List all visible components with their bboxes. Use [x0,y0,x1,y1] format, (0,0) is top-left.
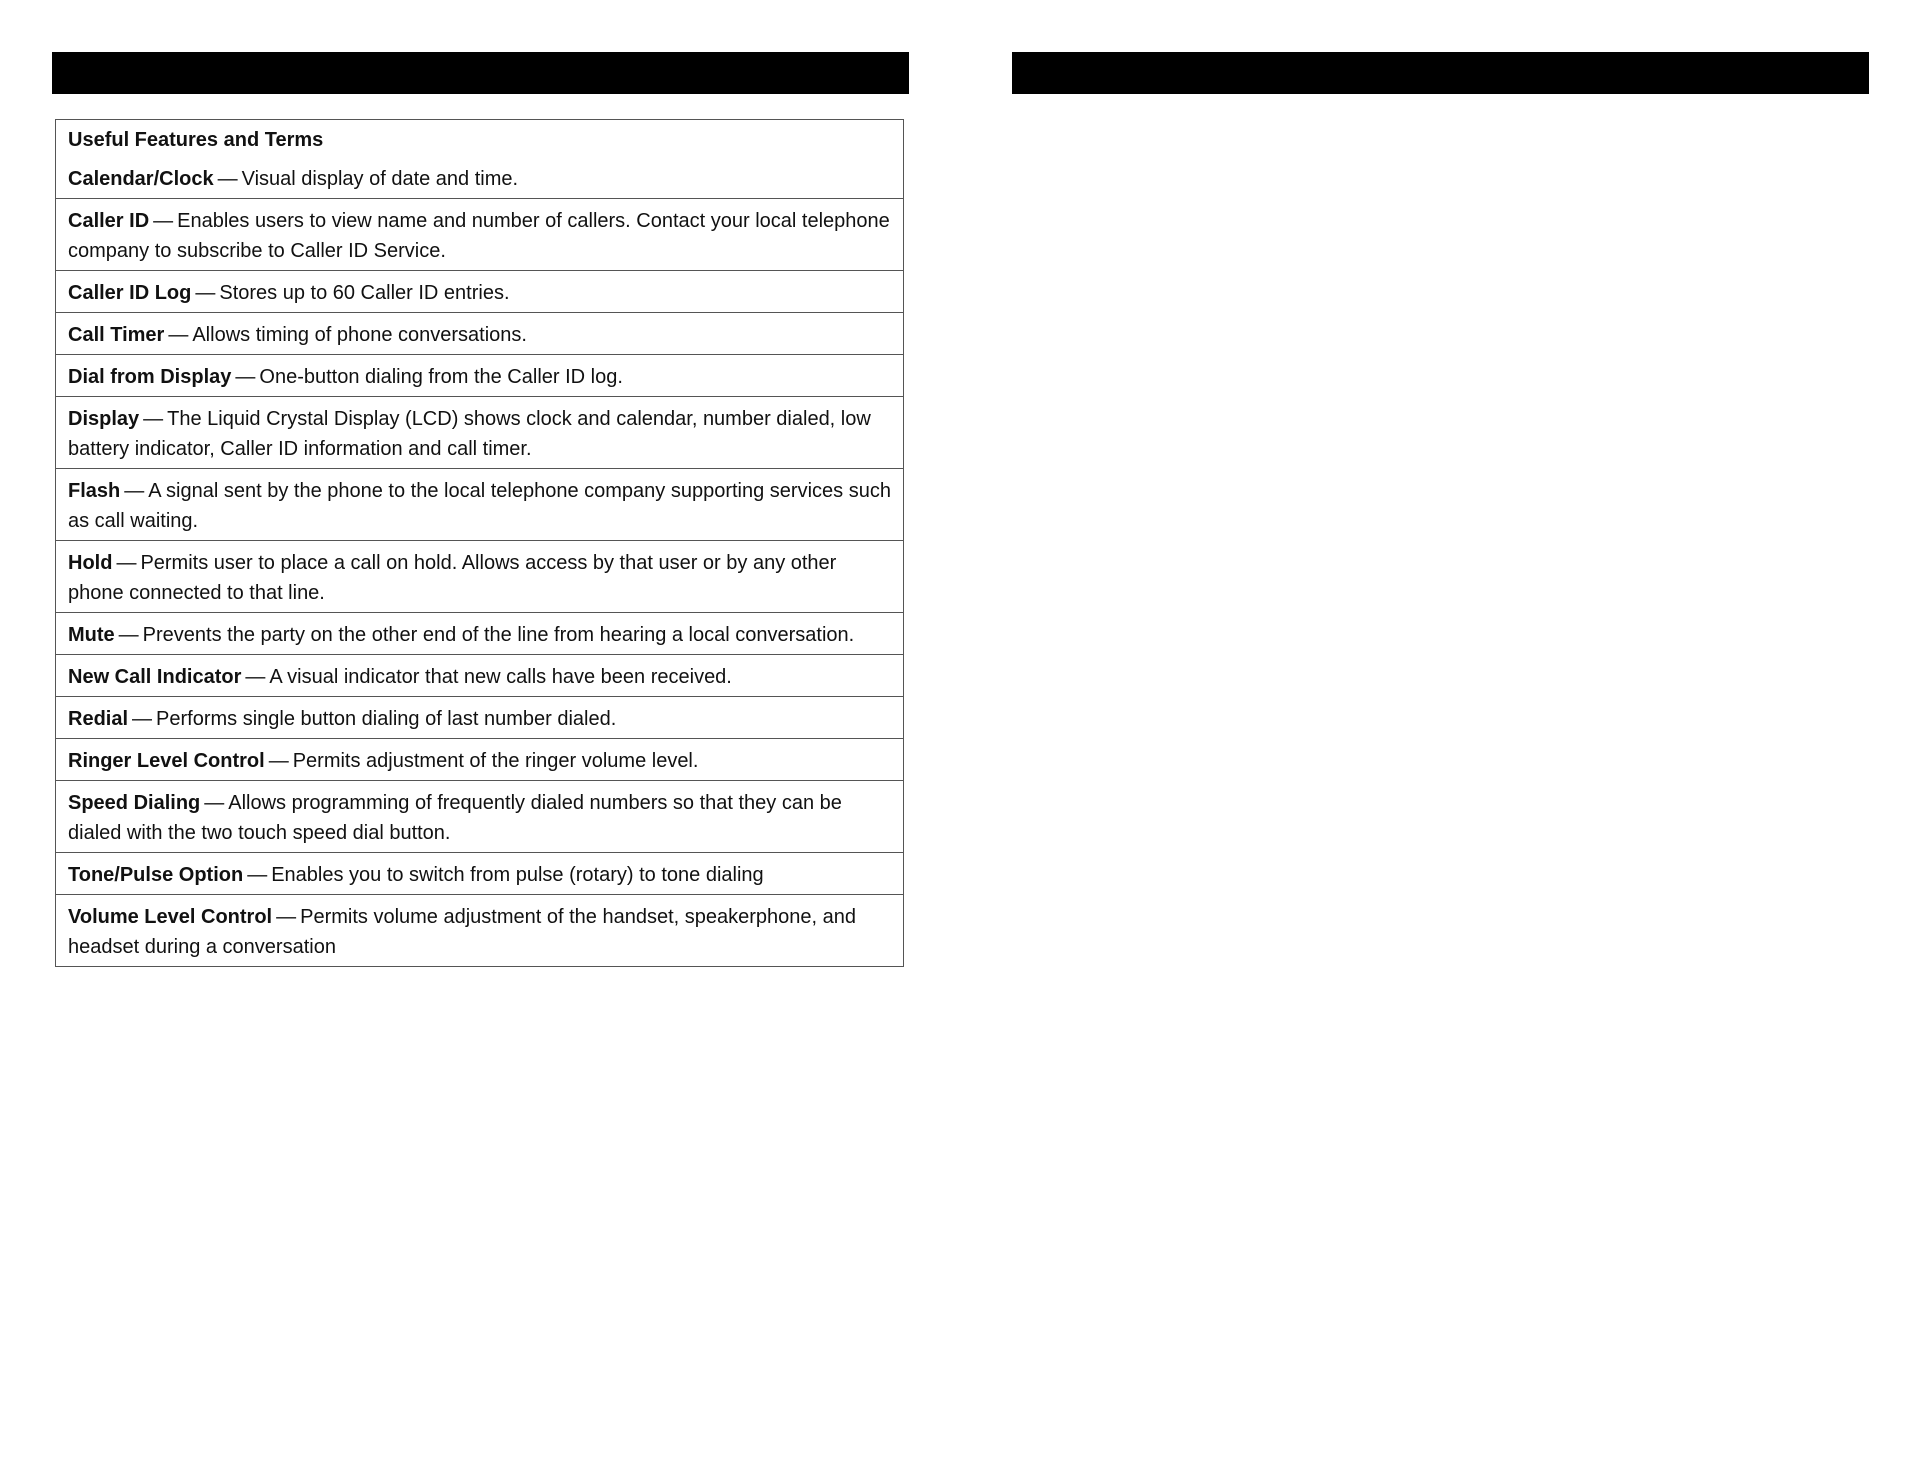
features-terms-table [55,119,904,967]
table-row [56,894,903,966]
term-name: Ringer Level Control [68,750,265,772]
term-definition: A visual indicator that new calls have been received. [269,666,732,688]
term-name: Mute [68,624,115,646]
term-dash: — [143,408,164,430]
term-dash: — [116,552,137,574]
term-name: Speed Dialing [68,792,201,814]
term-definition: One-button dialing from the Caller ID log. [259,366,623,388]
term-dash: — [235,366,256,388]
term-definition: Visual display of date and time. [241,168,519,190]
term-dash: — [153,210,174,232]
term-dash: — [124,480,145,502]
term-dash: — [247,864,268,886]
table-row [56,696,903,738]
term-definition: Stores up to 60 Caller ID entries. [219,282,510,304]
table-row [56,738,903,780]
table-heading-row [56,120,903,157]
term-dash: — [118,624,139,646]
term-dash: — [132,708,153,730]
term-name: Tone/Pulse Option [68,864,244,886]
left-page-header-bar [52,52,909,94]
table-row [56,540,903,612]
term-name: Hold [68,552,113,574]
table-row [56,396,903,468]
term-name: Display [68,408,140,430]
term-name: Calendar/Clock [68,168,214,190]
term-dash: — [168,324,189,346]
term-dash: — [195,282,216,304]
table-row [56,198,903,270]
term-name: Redial [68,708,129,730]
term-definition: Permits user to place a call on hold. Allows access by that user or by any other phone connected to that line. [68,552,837,604]
table-row [56,654,903,696]
term-definition: A signal sent by the phone to the local telephone company supporting services such as call waiting. [68,480,891,532]
term-name: Flash [68,480,121,502]
term-definition: Allows timing of phone conversations. [192,324,527,346]
table-heading: Useful Features and Terms [68,129,324,151]
term-name: Dial from Display [68,366,232,388]
term-definition: Allows programming of frequently dialed numbers so that they can be dialed with the two touch speed dial button. [68,792,842,844]
table-row [56,468,903,540]
table-row [56,270,903,312]
term-definition: Enables you to switch from pulse (rotary) to tone dialing [271,864,764,886]
table-row [56,852,903,894]
term-name: Caller ID Log [68,282,192,304]
table-row [56,612,903,654]
term-definition: Performs single button dialing of last number dialed. [156,708,617,730]
term-dash: — [204,792,225,814]
table-row [56,780,903,852]
term-definition: Permits volume adjustment of the handset, speakerphone, and headset during a conversation [68,906,856,958]
term-definition: The Liquid Crystal Display (LCD) shows clock and calendar, number dialed, low battery indicator, Caller ID information and call timer. [68,408,871,460]
term-name: Caller ID [68,210,150,232]
term-definition: Permits adjustment of the ringer volume level. [292,750,699,772]
table-row [56,157,903,198]
terms-rows [56,157,903,966]
term-definition: Prevents the party on the other end of the line from hearing a local conversation. [142,624,855,646]
term-dash: — [268,750,289,772]
table-row [56,312,903,354]
term-dash: — [276,906,297,928]
term-dash: — [245,666,266,688]
term-definition: Enables users to view name and number of callers. Contact your local telephone company to subscribe to Caller ID Service. [68,210,890,262]
term-name: New Call Indicator [68,666,242,688]
table-row [56,354,903,396]
right-page-header-bar [1012,52,1869,94]
term-name: Volume Level Control [68,906,273,928]
term-dash: — [217,168,238,190]
term-name: Call Timer [68,324,165,346]
